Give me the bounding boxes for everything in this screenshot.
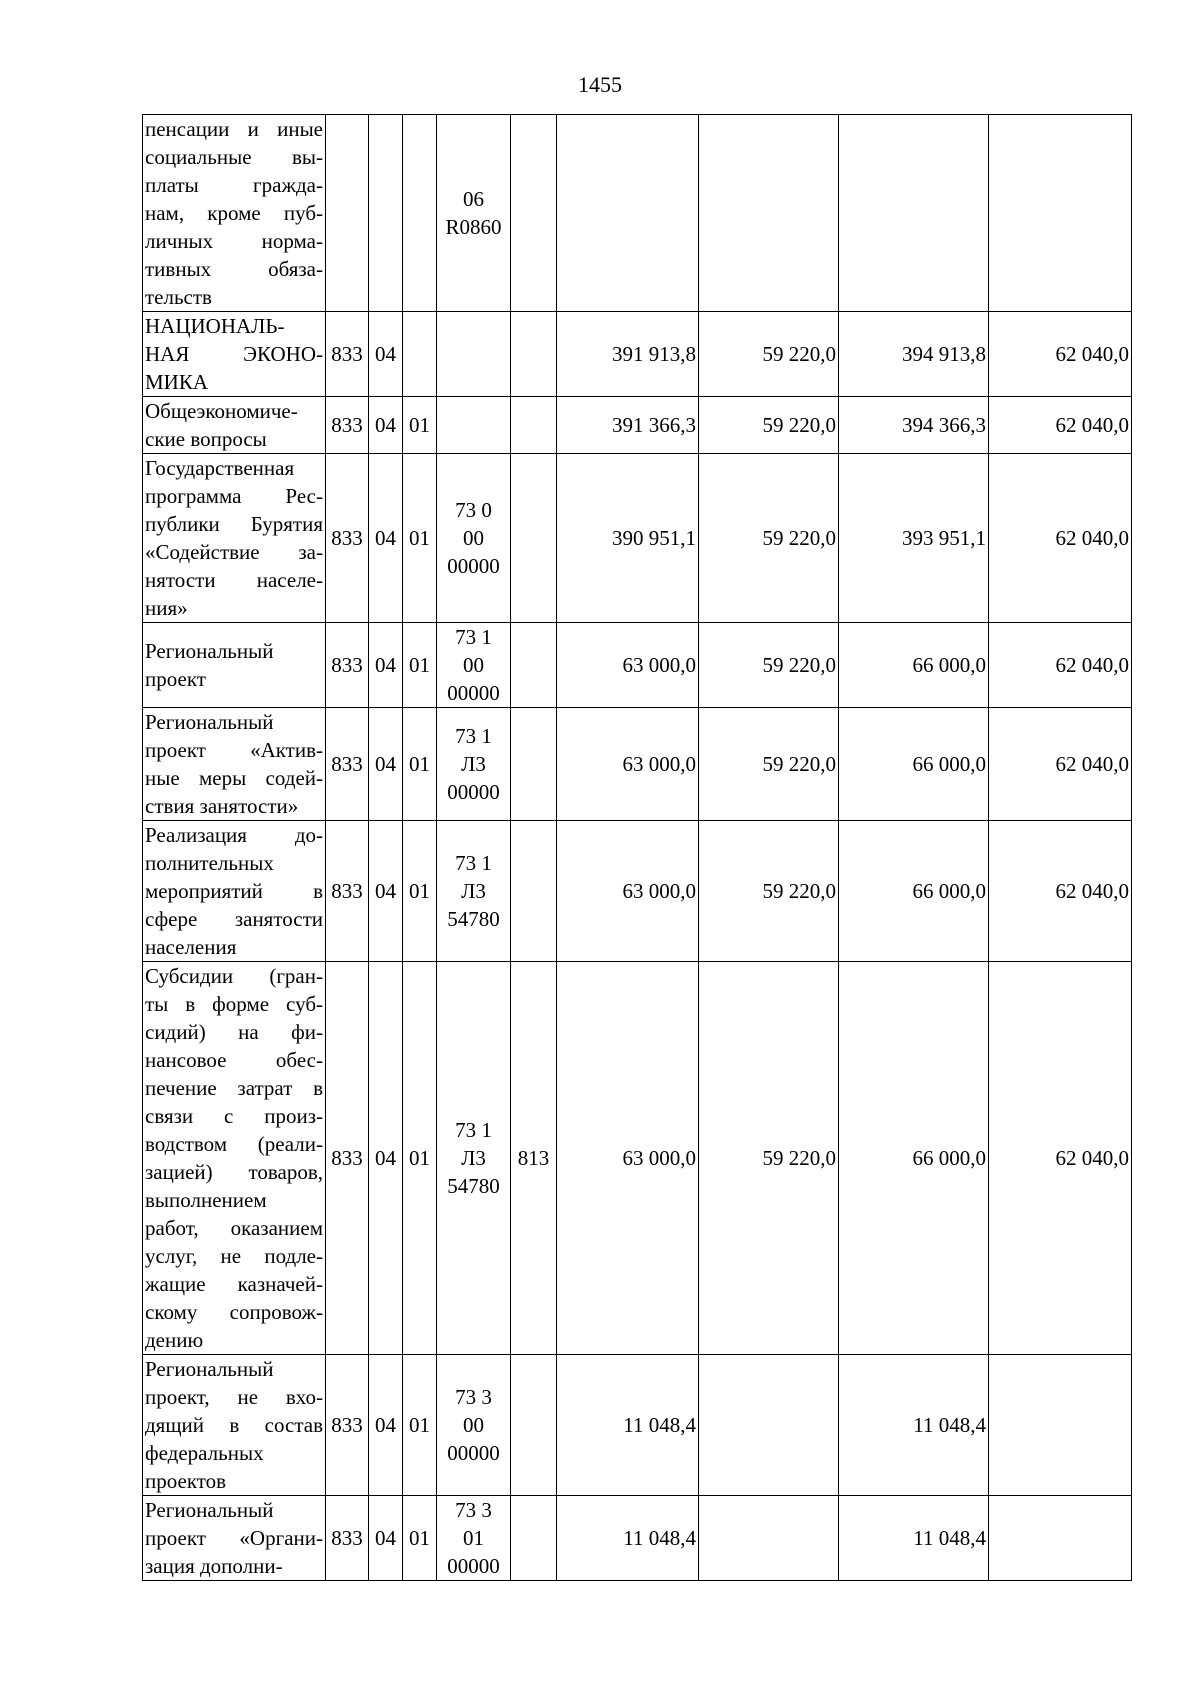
amount-cell-2 <box>699 1496 839 1581</box>
pr-cell: 01 <box>403 454 437 623</box>
row-name-line: ские вопросы <box>145 427 267 451</box>
row-name-cell <box>143 708 326 821</box>
table-row <box>143 708 1132 821</box>
pr-cell <box>403 312 437 397</box>
row-name-line: тельств <box>145 285 212 309</box>
csr-cell <box>437 623 511 708</box>
row-name-line: проект «Органи- <box>145 1526 323 1550</box>
table-row <box>143 397 1132 454</box>
amount-cell-1: 391 366,3 <box>557 397 699 454</box>
amount-cell-1: 391 913,8 <box>557 312 699 397</box>
grbs-cell: 833 <box>326 312 369 397</box>
amount-cell-2: 59 220,0 <box>699 708 839 821</box>
vr-cell <box>511 1496 557 1581</box>
table-row <box>143 623 1132 708</box>
row-name-line: публики Бурятия <box>145 512 323 536</box>
row-name-line: скому сопровож- <box>145 1300 323 1324</box>
csr-line: 00000 <box>447 780 500 804</box>
amount-cell-3: 11 048,4 <box>839 1355 989 1496</box>
row-name-line: тивных обяза- <box>145 257 323 281</box>
row-name-line: связи с произ- <box>145 1104 323 1128</box>
amount-cell-3: 66 000,0 <box>839 821 989 962</box>
csr-line: Л3 <box>461 879 486 903</box>
row-name-line: МИКА <box>145 370 209 394</box>
csr-line: Л3 <box>461 1146 486 1170</box>
amount-cell-2: 59 220,0 <box>699 623 839 708</box>
amount-cell-1: 11 048,4 <box>557 1355 699 1496</box>
amount-cell-1: 63 000,0 <box>557 623 699 708</box>
csr-line: 73 1 <box>455 625 492 649</box>
row-name-line: Региональный <box>145 710 274 734</box>
rz-cell: 04 <box>369 397 403 454</box>
row-name-cell <box>143 1355 326 1496</box>
row-name-line: Государственная <box>145 456 295 480</box>
amount-cell-3: 394 366,3 <box>839 397 989 454</box>
row-name-line: полнительных <box>145 851 274 875</box>
csr-cell <box>437 312 511 397</box>
rz-cell <box>369 115 403 312</box>
row-name-line: Региональный <box>145 1357 274 1381</box>
vr-cell <box>511 312 557 397</box>
row-name-line: услуг, не подле- <box>145 1244 323 1268</box>
grbs-cell: 833 <box>326 454 369 623</box>
csr-cell <box>437 454 511 623</box>
rz-cell: 04 <box>369 962 403 1355</box>
page-number: 1455 <box>578 72 622 97</box>
row-name-line: Региональный <box>145 639 274 663</box>
amount-cell-4 <box>989 115 1132 312</box>
csr-line: 00000 <box>447 1441 500 1465</box>
row-name-line: жащие казначей- <box>145 1272 323 1296</box>
row-name-line: водством (реали- <box>145 1132 323 1156</box>
amount-cell-2: 59 220,0 <box>699 312 839 397</box>
row-name-line: личных норма- <box>145 229 323 253</box>
rz-cell: 04 <box>369 1496 403 1581</box>
grbs-cell: 833 <box>326 623 369 708</box>
budget-table <box>142 114 1132 1581</box>
row-name-line: социальные вы- <box>145 145 323 169</box>
row-name-line: мероприятий в <box>145 879 323 903</box>
row-name-line: ные меры содей- <box>145 766 323 790</box>
pr-cell: 01 <box>403 708 437 821</box>
vr-cell <box>511 623 557 708</box>
pr-cell: 01 <box>403 821 437 962</box>
row-name-line: пенсации и иные <box>145 117 323 141</box>
row-name-cell <box>143 821 326 962</box>
vr-cell <box>511 1355 557 1496</box>
csr-line: Л3 <box>461 752 486 776</box>
amount-cell-3: 393 951,1 <box>839 454 989 623</box>
amount-cell-4: 62 040,0 <box>989 454 1132 623</box>
vr-cell <box>511 115 557 312</box>
amount-cell-2 <box>699 115 839 312</box>
row-name-cell <box>143 623 326 708</box>
row-name-line: дящий в состав <box>145 1413 323 1437</box>
row-name-line: дению <box>145 1328 204 1352</box>
amount-cell-1 <box>557 115 699 312</box>
grbs-cell: 833 <box>326 1496 369 1581</box>
amount-cell-1: 11 048,4 <box>557 1496 699 1581</box>
table-body <box>143 115 1132 1581</box>
amount-cell-1: 63 000,0 <box>557 708 699 821</box>
csr-cell <box>437 1355 511 1496</box>
csr-line: 00000 <box>447 1554 500 1578</box>
csr-line: 00000 <box>447 554 500 578</box>
csr-line: 73 0 <box>455 498 492 522</box>
row-name-cell <box>143 1496 326 1581</box>
csr-cell <box>437 1496 511 1581</box>
amount-cell-3: 66 000,0 <box>839 708 989 821</box>
row-name-line: нятости населе- <box>145 568 323 592</box>
grbs-cell: 833 <box>326 397 369 454</box>
csr-line: 00 <box>463 653 484 677</box>
row-name-cell <box>143 454 326 623</box>
csr-line: 73 3 <box>455 1498 492 1522</box>
amount-cell-1: 63 000,0 <box>557 962 699 1355</box>
pr-cell: 01 <box>403 623 437 708</box>
table-row <box>143 454 1132 623</box>
row-name-line: зацией) товаров, <box>145 1160 323 1184</box>
grbs-cell: 833 <box>326 821 369 962</box>
amount-cell-3: 11 048,4 <box>839 1496 989 1581</box>
row-name-line: сидий) на фи- <box>145 1020 323 1044</box>
rz-cell: 04 <box>369 454 403 623</box>
pr-cell: 01 <box>403 1355 437 1496</box>
row-name-cell <box>143 115 326 312</box>
csr-line: 00 <box>463 526 484 550</box>
row-name-line: зация дополни- <box>145 1554 283 1578</box>
table-row <box>143 1355 1132 1496</box>
csr-line: 73 1 <box>455 851 492 875</box>
amount-cell-4: 62 040,0 <box>989 397 1132 454</box>
row-name-line: выполнением <box>145 1188 267 1212</box>
row-name-line: федеральных <box>145 1441 264 1465</box>
row-name-line: Реализация до- <box>145 823 323 847</box>
pr-cell <box>403 115 437 312</box>
rz-cell: 04 <box>369 623 403 708</box>
grbs-cell: 833 <box>326 962 369 1355</box>
rz-cell: 04 <box>369 708 403 821</box>
vr-cell: 813 <box>511 962 557 1355</box>
row-name-line: программа Рес- <box>145 484 323 508</box>
row-name-line: ты в форме суб- <box>145 992 323 1016</box>
grbs-cell: 833 <box>326 1355 369 1496</box>
amount-cell-2: 59 220,0 <box>699 454 839 623</box>
amount-cell-2: 59 220,0 <box>699 962 839 1355</box>
amount-cell-4: 62 040,0 <box>989 708 1132 821</box>
csr-line: 00 <box>463 1413 484 1437</box>
row-name-line: ния» <box>145 596 188 620</box>
grbs-cell <box>326 115 369 312</box>
rz-cell: 04 <box>369 312 403 397</box>
row-name-line: Общеэкономиче- <box>145 399 298 423</box>
row-name-cell <box>143 397 326 454</box>
row-name-line: платы гражда- <box>145 173 323 197</box>
csr-line: 73 3 <box>455 1385 492 1409</box>
row-name-line: Субсидии (гран- <box>145 964 323 988</box>
csr-line: 73 1 <box>455 1118 492 1142</box>
amount-cell-4 <box>989 1355 1132 1496</box>
amount-cell-1: 390 951,1 <box>557 454 699 623</box>
row-name-line: проект <box>145 667 206 691</box>
table-row <box>143 115 1132 312</box>
table-row <box>143 312 1132 397</box>
pr-cell: 01 <box>403 962 437 1355</box>
amount-cell-4: 62 040,0 <box>989 821 1132 962</box>
row-name-line: печение затрат в <box>145 1076 323 1100</box>
row-name-line: Региональный <box>145 1498 274 1522</box>
row-name-cell <box>143 962 326 1355</box>
amount-cell-3: 394 913,8 <box>839 312 989 397</box>
table-row <box>143 962 1132 1355</box>
vr-cell <box>511 708 557 821</box>
amount-cell-4 <box>989 1496 1132 1581</box>
row-name-line: сфере занятости <box>145 907 323 931</box>
amount-cell-2: 59 220,0 <box>699 821 839 962</box>
grbs-cell: 833 <box>326 708 369 821</box>
row-name-cell <box>143 312 326 397</box>
csr-cell <box>437 708 511 821</box>
pr-cell: 01 <box>403 397 437 454</box>
row-name-line: ствия занятости» <box>145 794 299 818</box>
row-name-line: работ, оказанием <box>145 1216 323 1240</box>
csr-cell <box>437 962 511 1355</box>
amount-cell-1: 63 000,0 <box>557 821 699 962</box>
csr-line: 00000 <box>447 681 500 705</box>
pr-cell: 01 <box>403 1496 437 1581</box>
row-name-line: НАЯ ЭКОНО- <box>145 342 323 366</box>
row-name-line: нам, кроме пуб- <box>145 201 323 225</box>
row-name-line: проект, не вхо- <box>145 1385 323 1409</box>
row-name-line: нансовое обес- <box>145 1048 323 1072</box>
row-name-line: НАЦИОНАЛЬ- <box>145 314 285 338</box>
vr-cell <box>511 397 557 454</box>
amount-cell-2: 59 220,0 <box>699 397 839 454</box>
row-name-line: проектов <box>145 1469 227 1493</box>
csr-line: 54780 <box>447 1174 500 1198</box>
amount-cell-3: 66 000,0 <box>839 623 989 708</box>
amount-cell-3: 66 000,0 <box>839 962 989 1355</box>
table-row <box>143 821 1132 962</box>
csr-line: R0860 <box>445 215 502 239</box>
rz-cell: 04 <box>369 821 403 962</box>
amount-cell-4: 62 040,0 <box>989 962 1132 1355</box>
vr-cell <box>511 821 557 962</box>
csr-line: 06 <box>463 187 484 211</box>
csr-line: 73 1 <box>455 724 492 748</box>
rz-cell: 04 <box>369 1355 403 1496</box>
csr-cell <box>437 397 511 454</box>
row-name-line: «Содействие за- <box>145 540 323 564</box>
amount-cell-4: 62 040,0 <box>989 623 1132 708</box>
csr-cell <box>437 821 511 962</box>
table-row <box>143 1496 1132 1581</box>
row-name-line: проект «Актив- <box>145 738 323 762</box>
amount-cell-4: 62 040,0 <box>989 312 1132 397</box>
csr-line: 54780 <box>447 907 500 931</box>
amount-cell-2 <box>699 1355 839 1496</box>
csr-line: 01 <box>463 1526 484 1550</box>
amount-cell-3 <box>839 115 989 312</box>
vr-cell <box>511 454 557 623</box>
csr-cell <box>437 115 511 312</box>
row-name-line: населения <box>145 935 237 959</box>
